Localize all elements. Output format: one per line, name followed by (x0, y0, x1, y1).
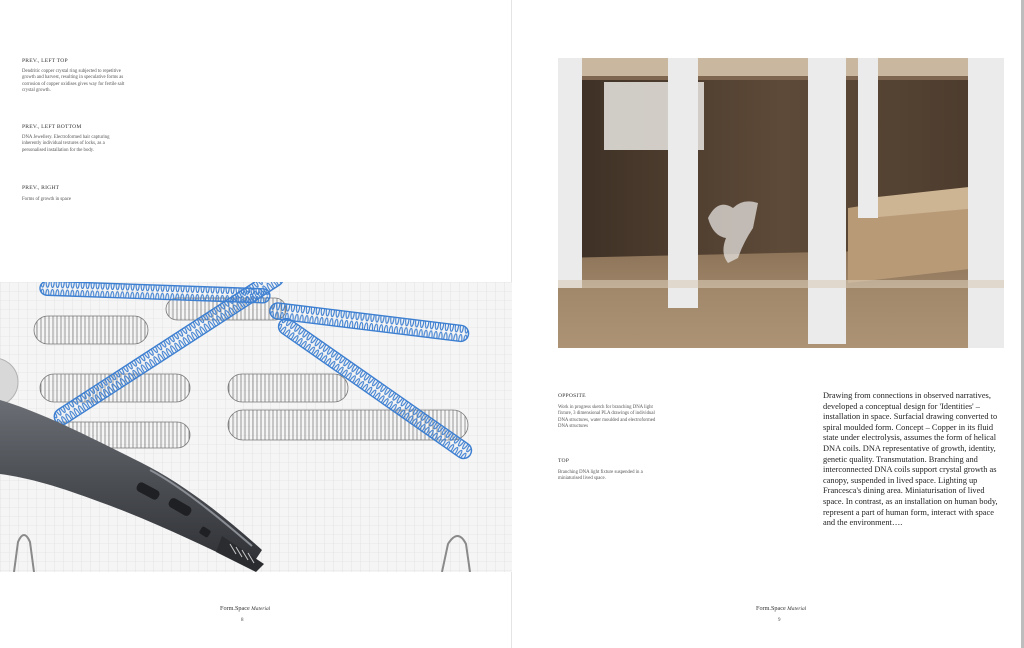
caption-heading-opposite: OPPOSITE (558, 393, 586, 399)
body-essay: Drawing from connections in observed narratives, developed a conceptual design for 'Identities' – installation in space. Surfacial drawing converted to spiral moulded form. Concept – Copper in its fluid state under electrolysis, assumes the form of helical DNA coils. DNA representative of growth, identity, genetic quality. Transmutation. Branching and interconnected DNA coils support crystal growth as canopy, suspended in lived space. Lighting up Francesca's dining area. Miniaturisation of lived space. In contrast, as an installation on human body, represent a part of human form, interact with space and the environment…. (823, 391, 998, 528)
page-number-right: 9 (778, 618, 781, 623)
footer-title-right (756, 605, 806, 612)
photo-3d-pen-dna-drawing (0, 282, 512, 572)
caption-heading-prev-left-top: PREV., LEFT TOP (22, 58, 68, 64)
footer-subtitle-text: Material (787, 606, 807, 612)
footer-subtitle-text: Material (251, 606, 271, 612)
caption-heading-top: TOP (558, 458, 570, 464)
photo-miniature-lived-space-model (558, 58, 1004, 348)
caption-text-prev-left-bottom: DNA Jewellery. Electroformed hair capturing inherently individual textures of locks, as a personalised installation for the body. (22, 135, 110, 153)
footer-title-text: Form.Space (220, 605, 250, 612)
caption-text-prev-right: Forms of growth in space (22, 197, 72, 202)
caption-text-prev-left-top: Dendritic copper crystal ring subjected to repetitive growth and harvest, resulting in speculative forms as corrosion of copper oxidises gives way for fertile salt crystal growth. (22, 69, 125, 94)
caption-text-top: Branching DNA light fixture suspended in a miniaturised lived space. (558, 470, 643, 482)
caption-text-opposite: Work in progress sketch for branching DNA light fixture, 3 dimensional PLA drawings of individual DNA structures, water moulded and electroformed DNA structures (558, 405, 656, 430)
footer-title-left (220, 605, 270, 612)
caption-heading-prev-left-bottom: PREV., LEFT BOTTOM (22, 124, 82, 130)
caption-heading-prev-right: PREV., RIGHT (22, 185, 60, 191)
page-number-left: 8 (241, 618, 244, 623)
footer-title-text: Form.Space (756, 605, 786, 612)
